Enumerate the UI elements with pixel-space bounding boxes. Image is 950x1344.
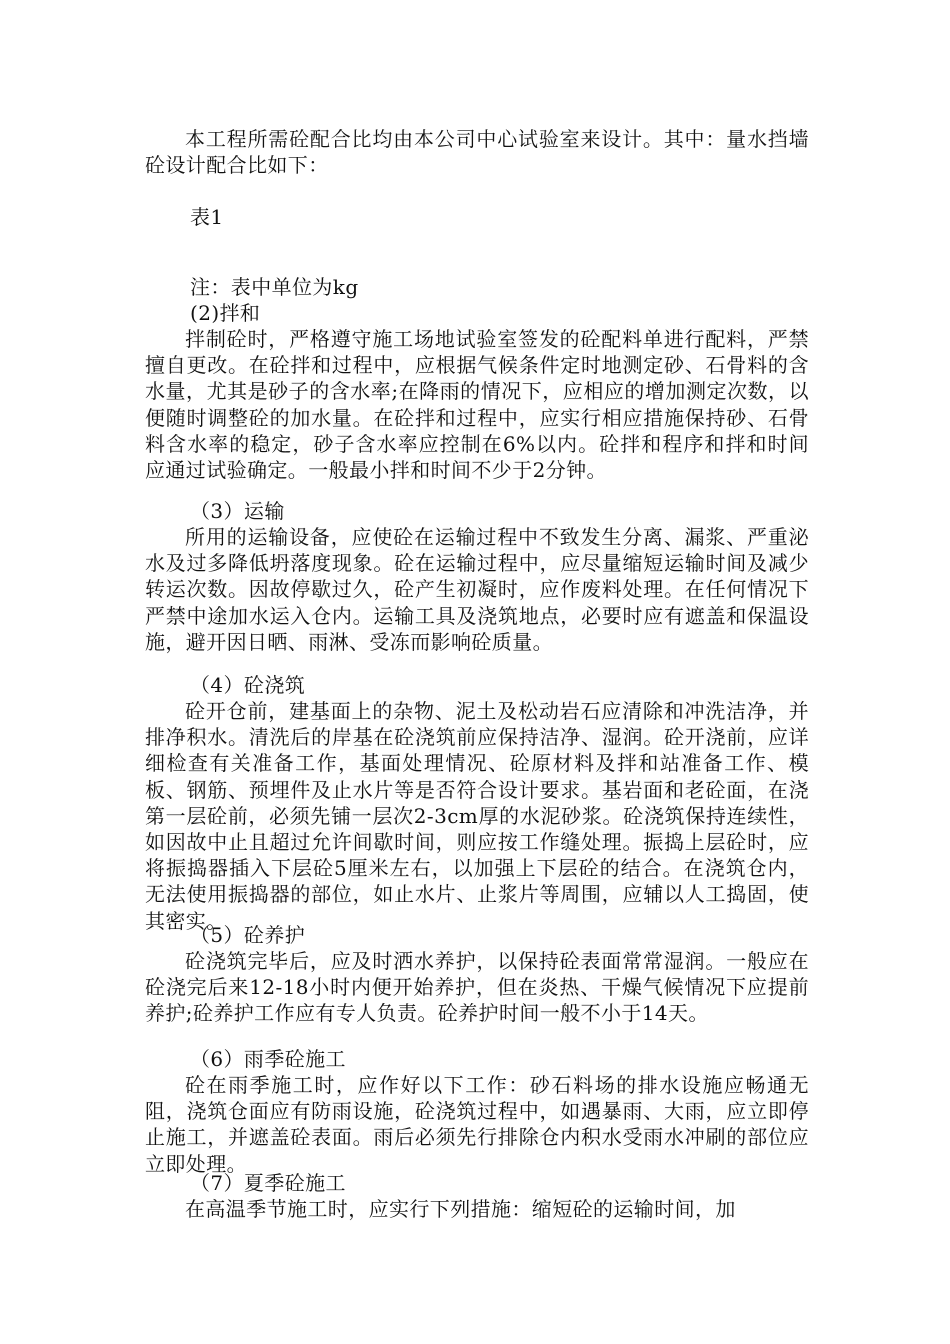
section-7-heading: （7）夏季砼施工	[190, 1171, 346, 1195]
section-2-heading: (2)拌和	[190, 301, 261, 325]
section-3-heading: （3）运输	[190, 499, 285, 523]
section-6-heading: （6）雨季砼施工	[190, 1047, 346, 1071]
intro-paragraph: 本工程所需砼配合比均由本公司中心试验室来设计。其中：量水挡墙砼设计配合比如下：	[145, 127, 809, 178]
table-note: 注：表中单位为kg	[190, 275, 359, 299]
section-5-heading: （5）砼养护	[190, 923, 306, 947]
section-6-body: 砼在雨季施工时，应作好以下工作：砂石料场的排水设施应畅通无阻，浇筑仓面应有防雨设施，砼浇筑过程中，如遇暴雨、大雨，应立即停止施工，并遮盖砼表面。雨后必须先行排除仓内积水受雨水冲刷的部位应立即处理。	[145, 1073, 809, 1176]
section-7-body: 在高温季节施工时，应实行下列措施：缩短砼的运输时间，加	[185, 1197, 736, 1221]
section-4-heading: （4）砼浇筑	[190, 673, 306, 697]
table-label: 表1	[190, 205, 224, 229]
section-2-body: 拌制砼时，严格遵守施工场地试验室签发的砼配料单进行配料，严禁擅自更改。在砼拌和过程中，应根据气候条件定时地测定砂、石骨料的含水量，尤其是砂子的含水率;在降雨的情况下，应相应的增加测定次数，以便随时调整砼的加水量。在砼拌和过程中，应实行相应措施保持砂、石骨料含水率的稳定，砂子含水率应控制在6%以内。砼拌和程序和拌和时间应通过试验确定。一般最小拌和时间不少于2分钟。	[145, 327, 809, 483]
section-3-body: 所用的运输设备，应使砼在运输过程中不致发生分离、漏浆、严重泌水及过多降低坍落度现象。砼在运输过程中，应尽量缩短运输时间及减少转运次数。因故停歇过久，砼产生初凝时，应作废料处理。在任何情况下严禁中途加水运入仓内。运输工具及浇筑地点，必要时应有遮盖和保温设施，避开因日晒、雨淋、受冻而影响砼质量。	[145, 525, 809, 654]
section-4-body: 砼开仓前，建基面上的杂物、泥土及松动岩石应清除和冲洗洁净，并排净积水。清洗后的岸基在砼浇筑前应保持洁净、湿润。砼开浇前，应详细检查有关准备工作，基面处理情况、砼原材料及拌和站准备工作、模板、钢筋、预埋件及止水片等是否符合设计要求。基岩面和老砼面，在浇第一层砼前，必须先铺一层次2-3cm厚的水泥砂浆。砼浇筑保持连续性，如因故中止且超过允许间歇时间，则应按工作缝处理。振捣上层砼时，应将振捣器插入下层砼5厘米左右，以加强上下层砼的结合。在浇筑仓内，无法使用振捣器的部位，如止水片、止浆片等周围，应辅以人工捣固，使其密实。	[145, 699, 809, 933]
section-5-body: 砼浇筑完毕后，应及时洒水养护，以保持砼表面常常湿润。一般应在砼浇完后来12-18小时内便开始养护，但在炎热、干燥气候情况下应提前养护;砼养护工作应有专人负责。砼养护时间一般不小于14天。	[145, 949, 809, 1026]
